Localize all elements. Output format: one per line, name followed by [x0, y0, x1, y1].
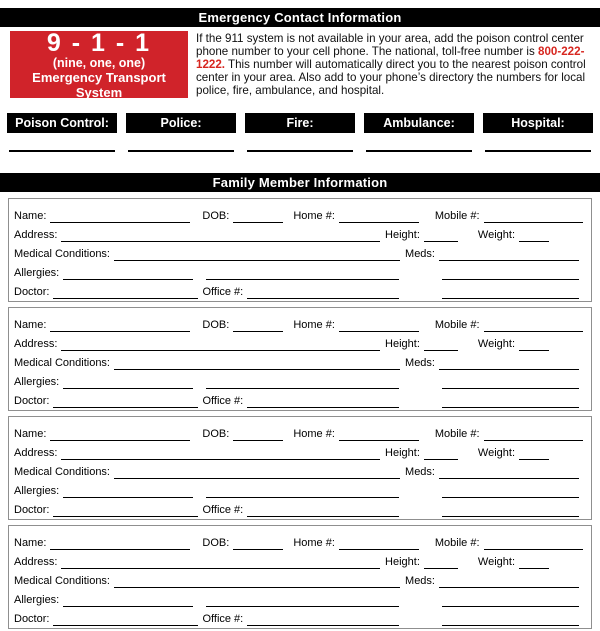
height-blank-line — [424, 555, 458, 569]
meds-continuation-line-2 — [442, 612, 579, 626]
allergies-label: Allergies: — [14, 485, 60, 497]
name-blank-line — [50, 209, 190, 223]
meds-label: Meds: — [405, 575, 435, 587]
allergies-continuation-line — [206, 375, 399, 389]
name-label: Name: — [14, 428, 47, 440]
mobile-phone-label: Mobile #: — [434, 319, 480, 331]
member-row-doctor — [14, 280, 585, 299]
family-members — [8, 198, 592, 629]
medical-conditions-label: Medical Conditions: — [14, 357, 110, 369]
contact-box-fire: Fire: — [245, 113, 355, 133]
allergies-label: Allergies: — [14, 267, 60, 279]
contact-box-ambulance: Ambulance: — [364, 113, 474, 133]
nine-one-one-number: 9 - 1 - 1 — [46, 28, 152, 57]
medical-conditions-label: Medical Conditions: — [14, 575, 110, 587]
member-row-allergies — [14, 588, 585, 607]
office-phone-blank-line — [247, 612, 399, 626]
meds-continuation-line-2 — [442, 503, 579, 517]
meds-blank-line — [439, 356, 579, 370]
height-blank-line — [424, 446, 458, 460]
meds-continuation-line-1 — [442, 593, 579, 607]
member-row-medical — [14, 242, 585, 261]
mobile-phone-blank-line — [484, 318, 583, 332]
meds-label: Meds: — [405, 357, 435, 369]
family-section-title-text: Family Member Information — [212, 175, 388, 190]
poison-control-phone-number: 800-222-1222. — [196, 44, 585, 71]
allergies-blank-line — [63, 593, 193, 607]
mobile-phone-label: Mobile #: — [434, 537, 480, 549]
weight-label: Weight: — [477, 229, 515, 241]
office-phone-label: Office #: — [202, 395, 244, 407]
home-phone-label: Home #: — [293, 537, 335, 549]
poison-control-paragraph — [196, 31, 598, 98]
nine-one-one-box — [10, 28, 188, 100]
name-label: Name: — [14, 210, 47, 222]
family-member-block — [8, 416, 592, 520]
doctor-label: Doctor: — [14, 395, 50, 407]
allergies-label: Allergies: — [14, 594, 60, 606]
member-row-medical — [14, 351, 585, 370]
poison-control-blank-line — [9, 150, 115, 152]
doctor-blank-line — [53, 503, 198, 517]
home-phone-label: Home #: — [293, 428, 335, 440]
contact-box-poison-control: Poison Control: — [7, 113, 117, 133]
name-label: Name: — [14, 319, 47, 331]
doctor-label: Doctor: — [14, 504, 50, 516]
page-title — [0, 8, 600, 27]
paragraph-text-before: If the 911 system is not available in your area, add the poison control center phone number to your cell phone. The national, toll-free number is — [196, 32, 584, 58]
weight-blank-line — [519, 337, 549, 351]
emergency-contacts-row — [7, 113, 593, 133]
home-phone-blank-line — [339, 318, 419, 332]
member-row-medical — [14, 569, 585, 588]
doctor-label: Doctor: — [14, 286, 50, 298]
member-row-name — [14, 204, 585, 223]
allergies-label: Allergies: — [14, 376, 60, 388]
weight-label: Weight: — [477, 338, 515, 350]
contact-box-police: Police: — [126, 113, 236, 133]
office-phone-label: Office #: — [202, 504, 244, 516]
paragraph-text-after: This number will automatically direct you to the nearest poison control center in your area. Also add to your phone’s directory the numbers for local police, fire, ambulance, and hospital. — [196, 57, 586, 97]
office-phone-label: Office #: — [202, 286, 244, 298]
office-phone-blank-line — [247, 285, 399, 299]
family-member-block — [8, 198, 592, 302]
family-section-title — [0, 173, 600, 192]
address-blank-line — [61, 446, 380, 460]
name-blank-line — [50, 427, 190, 441]
ambulance-blank-line — [366, 150, 472, 152]
dob-blank-line — [233, 209, 283, 223]
family-member-block — [8, 307, 592, 411]
fire-blank-line — [247, 150, 353, 152]
home-phone-blank-line — [339, 427, 419, 441]
member-row-allergies — [14, 479, 585, 498]
dob-blank-line — [233, 318, 283, 332]
home-phone-blank-line — [339, 209, 419, 223]
dob-blank-line — [233, 536, 283, 550]
member-row-address — [14, 332, 585, 351]
height-label: Height: — [385, 229, 420, 241]
height-blank-line — [424, 337, 458, 351]
family-member-block — [8, 525, 592, 629]
meds-blank-line — [439, 465, 579, 479]
doctor-label: Doctor: — [14, 613, 50, 625]
home-phone-label: Home #: — [293, 210, 335, 222]
office-phone-blank-line — [247, 394, 399, 408]
height-label: Height: — [385, 338, 420, 350]
dob-label: DOB: — [202, 319, 230, 331]
weight-blank-line — [519, 555, 549, 569]
meds-label: Meds: — [405, 466, 435, 478]
nine-one-one-phonetic: (nine, one, one) — [52, 55, 146, 70]
member-row-address — [14, 550, 585, 569]
office-phone-blank-line — [247, 503, 399, 517]
member-row-name — [14, 313, 585, 332]
doctor-blank-line — [53, 612, 198, 626]
dob-label: DOB: — [202, 210, 230, 222]
meds-blank-line — [439, 574, 579, 588]
police-blank-line — [128, 150, 234, 152]
meds-continuation-line-2 — [442, 394, 579, 408]
allergies-continuation-line — [206, 593, 399, 607]
height-label: Height: — [385, 556, 420, 568]
allergies-continuation-line — [206, 484, 399, 498]
name-blank-line — [50, 318, 190, 332]
hospital-blank-line — [485, 150, 591, 152]
emergency-911-section — [0, 28, 600, 100]
weight-label: Weight: — [477, 447, 515, 459]
member-row-address — [14, 441, 585, 460]
member-row-doctor — [14, 498, 585, 517]
height-label: Height: — [385, 447, 420, 459]
member-row-address — [14, 223, 585, 242]
height-blank-line — [424, 228, 458, 242]
mobile-phone-blank-line — [484, 536, 583, 550]
mobile-phone-label: Mobile #: — [434, 210, 480, 222]
address-blank-line — [61, 337, 380, 351]
contact-box-hospital: Hospital: — [483, 113, 593, 133]
meds-label: Meds: — [405, 248, 435, 260]
member-row-allergies — [14, 370, 585, 389]
member-row-doctor — [14, 607, 585, 626]
address-label: Address: — [14, 447, 58, 459]
meds-continuation-line-1 — [442, 375, 579, 389]
home-phone-label: Home #: — [293, 319, 335, 331]
member-row-name — [14, 531, 585, 550]
allergies-blank-line — [63, 266, 193, 280]
weight-label: Weight: — [477, 556, 515, 568]
mobile-phone-label: Mobile #: — [434, 428, 480, 440]
home-phone-blank-line — [339, 536, 419, 550]
doctor-blank-line — [53, 285, 198, 299]
dob-blank-line — [233, 427, 283, 441]
emergency-contacts-blank-lines — [9, 150, 591, 152]
address-label: Address: — [14, 338, 58, 350]
page-title-text: Emergency Contact Information — [198, 10, 402, 25]
medical-conditions-blank-line — [114, 465, 400, 479]
meds-continuation-line-1 — [442, 484, 579, 498]
member-row-doctor — [14, 389, 585, 408]
address-blank-line — [61, 555, 380, 569]
meds-blank-line — [439, 247, 579, 261]
medical-conditions-label: Medical Conditions: — [14, 466, 110, 478]
address-label: Address: — [14, 229, 58, 241]
emergency-transport-label: Emergency Transport System — [32, 69, 166, 100]
medical-conditions-blank-line — [114, 247, 400, 261]
name-blank-line — [50, 536, 190, 550]
doctor-blank-line — [53, 394, 198, 408]
mobile-phone-blank-line — [484, 427, 583, 441]
meds-continuation-line-1 — [442, 266, 579, 280]
office-phone-label: Office #: — [202, 613, 244, 625]
member-row-allergies — [14, 261, 585, 280]
weight-blank-line — [519, 228, 549, 242]
mobile-phone-blank-line — [484, 209, 583, 223]
address-label: Address: — [14, 556, 58, 568]
dob-label: DOB: — [202, 428, 230, 440]
medical-conditions-label: Medical Conditions: — [14, 248, 110, 260]
member-row-name — [14, 422, 585, 441]
allergies-continuation-line — [206, 266, 399, 280]
allergies-blank-line — [63, 484, 193, 498]
allergies-blank-line — [63, 375, 193, 389]
weight-blank-line — [519, 446, 549, 460]
medical-conditions-blank-line — [114, 574, 400, 588]
name-label: Name: — [14, 537, 47, 549]
address-blank-line — [61, 228, 380, 242]
medical-conditions-blank-line — [114, 356, 400, 370]
meds-continuation-line-2 — [442, 285, 579, 299]
dob-label: DOB: — [202, 537, 230, 549]
member-row-medical — [14, 460, 585, 479]
